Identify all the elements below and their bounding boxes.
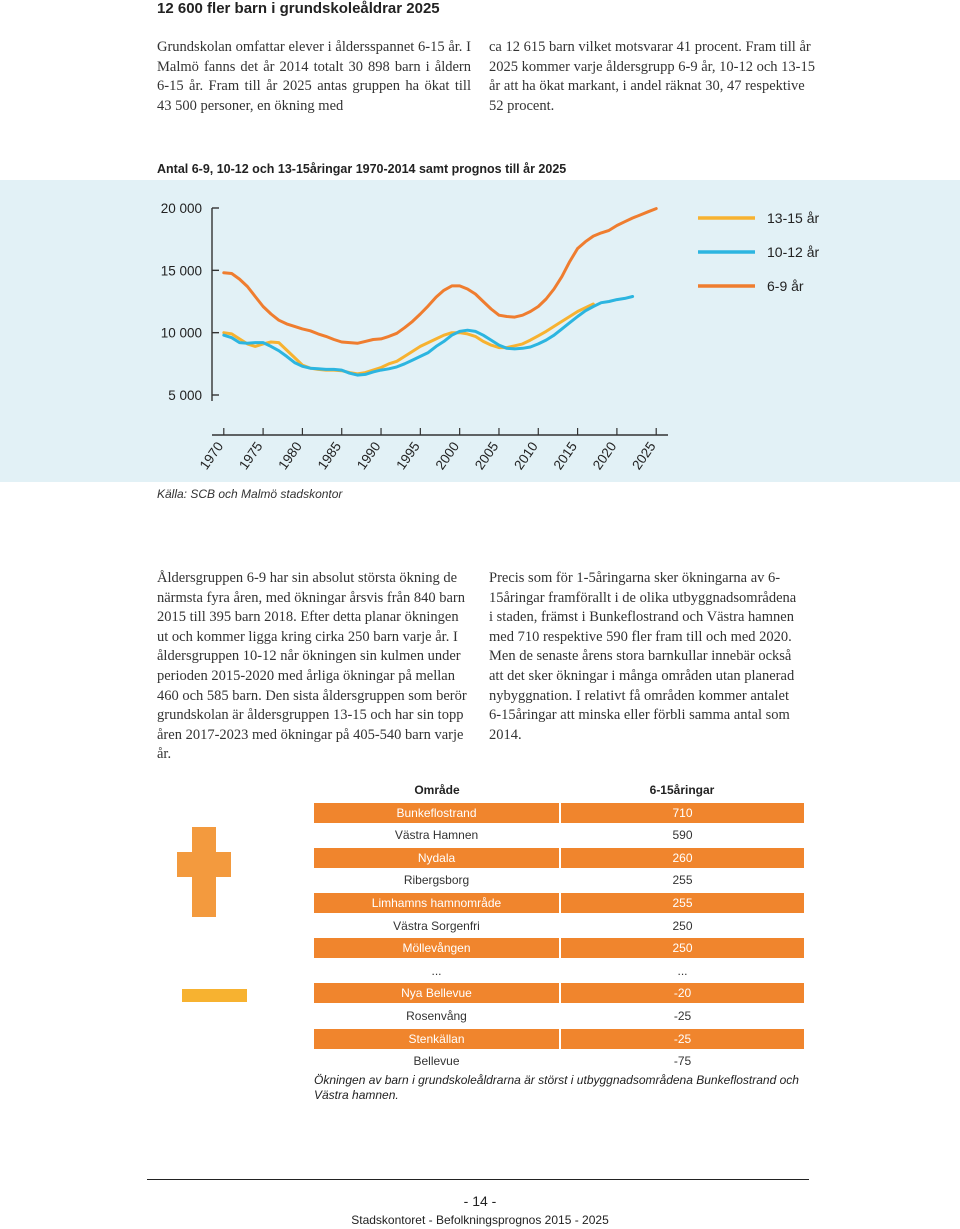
cell-count: 590: [561, 825, 804, 845]
header-count: 6-15åringar: [649, 783, 715, 797]
y-tick-label: 15 000: [160, 263, 202, 279]
cell-count: -25: [561, 1006, 804, 1026]
x-tick-label: 2000: [432, 439, 463, 473]
x-tick-label: 2010: [511, 439, 541, 473]
x-tick-label: 1980: [275, 439, 305, 473]
x-tick-label: 1970: [196, 439, 227, 473]
table-row: [314, 983, 804, 1003]
bottom-rule: [147, 1179, 809, 1180]
table-body: [314, 803, 804, 1072]
cell-count: 250: [561, 916, 804, 936]
table-caption: Ökningen av barn i grundskoleåldrarna är störst i utbyggnadsområdena Bunkeflostrand och Västra hamnen.: [314, 1073, 799, 1102]
table-row: [314, 1051, 804, 1071]
table-row: [314, 848, 804, 868]
cell-count: -25: [561, 1029, 804, 1049]
body-text-left: Åldersgruppen 6-9 har sin absolut största ökning de närmsta fyra åren, med ökningar årsvis från 840 barn 2015 till 395 barn 2018. Efter detta planar ökningen ut och kommer ligga kring cirka 250 barn varje år. I åldersgruppen 10-12 når ökningen sin kulmen under perioden 2015-2020 med årliga ökningar på mellan 460 och 585 barn. Den sista åldersgruppen som berör grundskolan är åldersgruppen 13-15 och har sin topp åren 2017-2023 med ökningar på 405-540 barn varje år.: [157, 570, 467, 763]
table-row: [314, 938, 804, 958]
x-tick-label: 1975: [236, 439, 266, 473]
cell-count: 710: [561, 803, 804, 823]
legend-label: 10-12 år: [767, 244, 820, 260]
legend-label: 6-9 år: [767, 278, 804, 294]
y-tick-label: 20 000: [160, 201, 202, 216]
cell-count: 255: [561, 893, 804, 913]
cell-count: -75: [561, 1051, 804, 1071]
chart-title: Antal 6-9, 10-12 och 13-15åringar 1970-2014 samt prognos till år 2025: [157, 162, 567, 176]
page-number: - 14 -: [463, 1193, 497, 1209]
table-row: [314, 1006, 804, 1026]
cell-count: 260: [561, 848, 804, 868]
cell-area: Bunkeflostrand: [314, 803, 559, 823]
table-row: [314, 803, 804, 823]
y-tick-label: 5 000: [168, 388, 202, 403]
cell-count: -20: [561, 983, 804, 1003]
cell-area: Ribergsborg: [314, 870, 559, 890]
table-row: [314, 1029, 804, 1049]
x-tick-label: 1990: [353, 439, 384, 473]
cell-count: 250: [561, 938, 804, 958]
cell-area: Bellevue: [314, 1051, 559, 1071]
cell-area: Nya Bellevue: [314, 983, 559, 1003]
cell-count: ...: [561, 961, 804, 981]
chart-source: Källa: SCB och Malmö stadskontor: [157, 487, 343, 501]
body-text-right: Precis som för 1-5åringarna sker ökningarna av 6-15åringar framförallt i de olika utbyggnadsområdena i staden, främst i Bunkeflostrand och Västra hamnen med 710 respektive 590 fler fram till och med 2020. Men de senaste årens stora barnkullar innebär också att det sker ökningar i många områden utan planerad nybyggnation. I relativt få områden kommer antalet 6-15åringar att minska eller förbli samma antal som 2014.: [489, 570, 797, 743]
y-tick-label: 10 000: [160, 325, 202, 341]
x-tick-label: 2005: [471, 439, 502, 473]
cell-count: 255: [561, 870, 804, 890]
cell-area: Västra Sorgenfri: [314, 916, 559, 936]
cell-area: Stenkällan: [314, 1029, 559, 1049]
page-footer: Stadskontoret - Befolkningsprognos 2015 - 2025: [351, 1213, 609, 1227]
table-row: [314, 893, 804, 913]
area-table: [314, 780, 804, 1071]
x-tick-label: 1995: [393, 439, 423, 473]
intro-text-left: Grundskolan omfattar elever i åldersspannet 6-15 år. I Malmö fanns det år 2014 totalt 30 898 barn i åldern 6-15 år. Fram till år 2025 antas gruppen ha ökat till 43 500 personer, en ökning med: [157, 39, 471, 114]
cell-area: Limhamns hamnområde: [314, 893, 559, 913]
x-tick-label: 2020: [589, 439, 620, 473]
cell-area: Rosenvång: [314, 1006, 559, 1026]
table-row: [314, 870, 804, 890]
table-row: [314, 961, 804, 981]
page-heading: 12 600 fler barn i grundskoleåldrar 2025: [157, 0, 440, 17]
table-header: [314, 780, 804, 800]
header-area: Område: [414, 783, 460, 797]
x-tick-label: 2015: [550, 439, 581, 473]
x-tick-label: 2025: [629, 439, 659, 473]
cell-area: Västra Hamnen: [314, 825, 559, 845]
x-tick-label: 1985: [314, 439, 345, 473]
intro-text-right: ca 12 615 barn vilket motsvarar 41 procent. Fram till år 2025 kommer varje åldersgrupp 6-9 år, 10-12 och 13-15 år att ha ökat markant, i andel räknat 30, 47 respektive 52 procent.: [489, 39, 815, 114]
table-row: [314, 916, 804, 936]
cell-area: ...: [314, 961, 559, 981]
legend-label: 13-15 år: [767, 210, 820, 226]
plus-icon-bar: [177, 852, 231, 877]
minus-icon: [182, 989, 247, 1002]
line-chart: [0, 180, 960, 482]
cell-area: Nydala: [314, 848, 559, 868]
cell-area: Möllevången: [314, 938, 559, 958]
table-row: [314, 825, 804, 845]
